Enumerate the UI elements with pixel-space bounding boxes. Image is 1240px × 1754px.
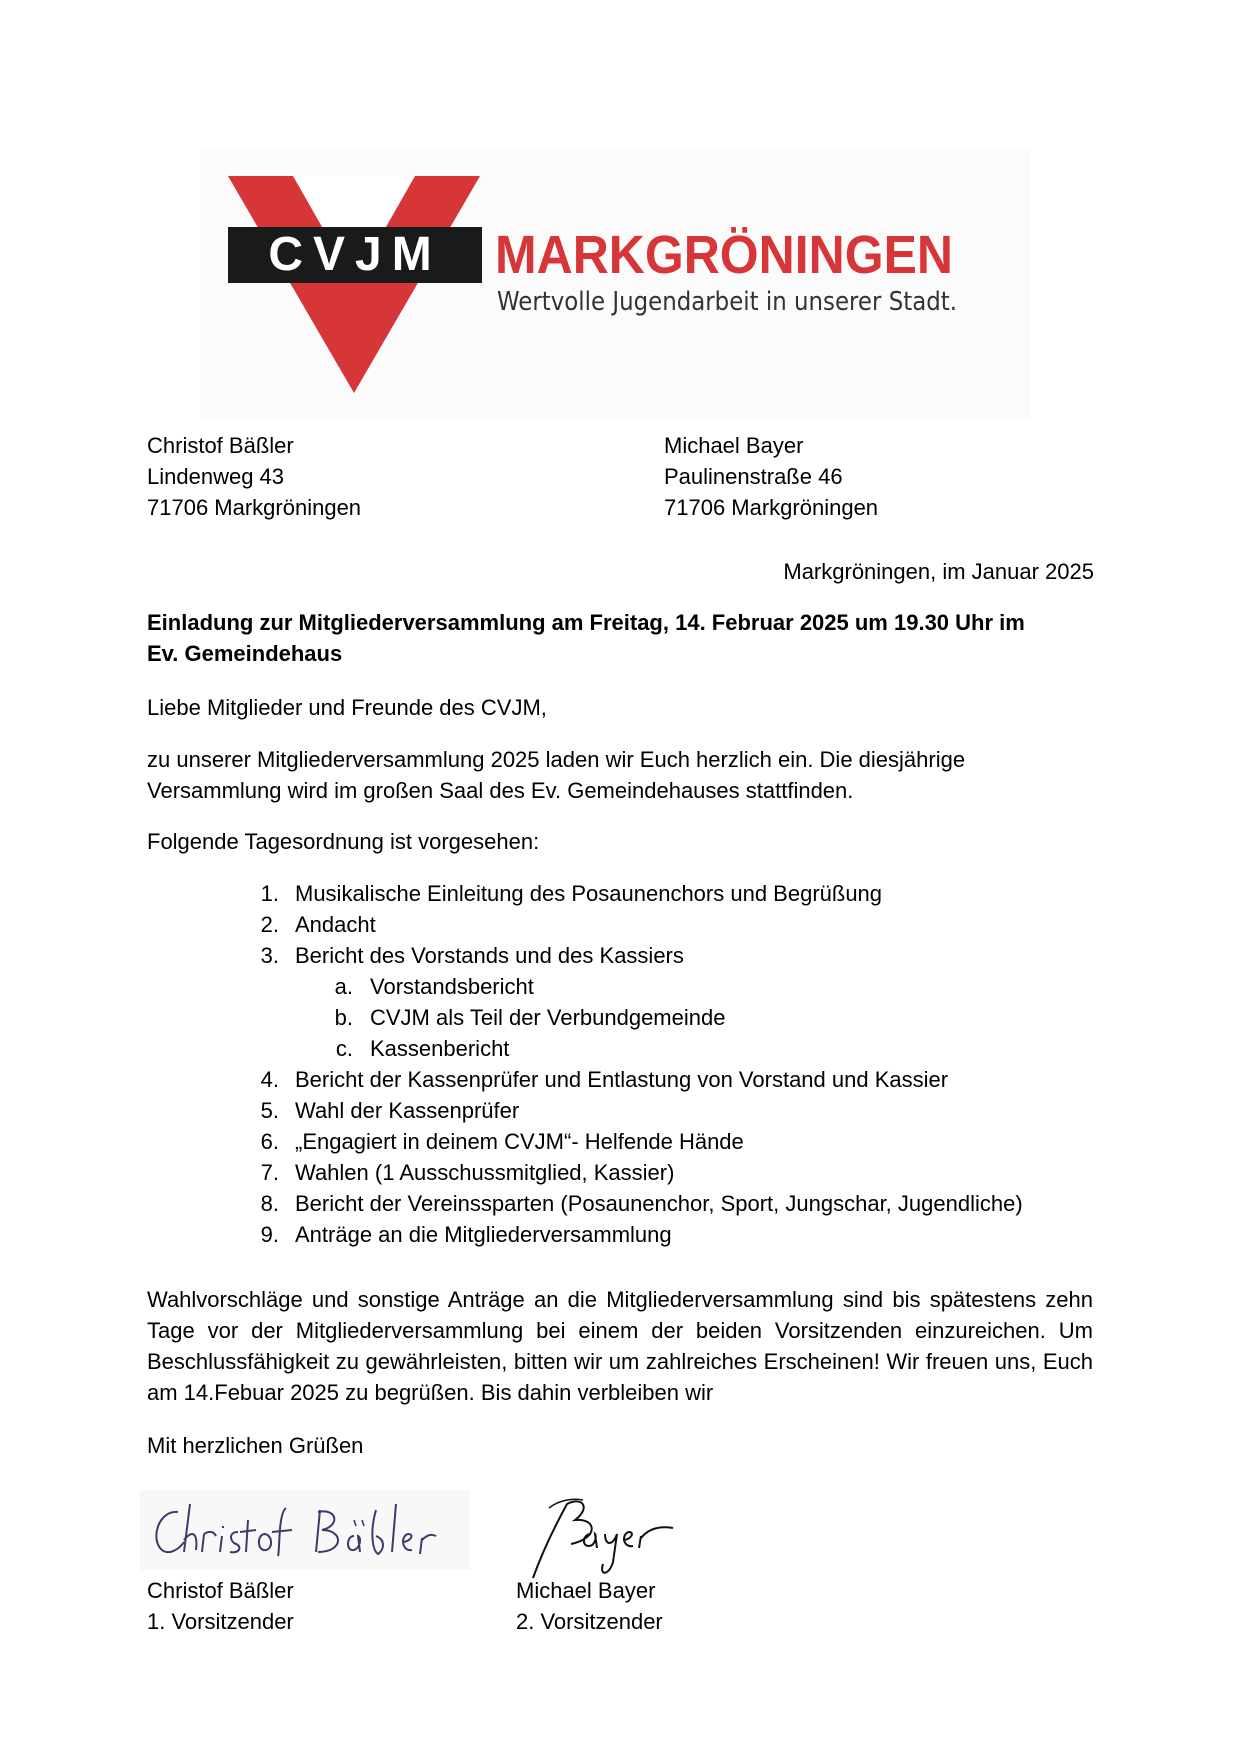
agenda-subitem-letter: b. (334, 1005, 353, 1030)
agenda-subitem-label: CVJM als Teil der Verbundgemeinde (370, 1005, 726, 1030)
sender-right-city: 71706 Markgröningen (664, 495, 879, 520)
agenda-item (255, 1064, 1105, 1095)
agenda-item-number: 9. (260, 1222, 279, 1247)
sender-left-name: Christof Bäßler (147, 433, 294, 458)
agenda-item (255, 1126, 1105, 1157)
closing-paragraph (147, 1284, 1093, 1408)
letter-subject (147, 607, 1107, 669)
agenda-subitem-label: Vorstandsbericht (370, 974, 534, 999)
agenda-list (255, 878, 1105, 1250)
agenda-subitem (255, 1002, 1105, 1033)
sender-left-street: Lindenweg 43 (147, 464, 285, 489)
salutation: Liebe Mitglieder und Freunde des CVJM, (147, 695, 547, 720)
agenda-item-label: Bericht der Vereinssparten (Posaunenchor, Sport, Jungschar, Jugendliche) (295, 1191, 1023, 1216)
intro-paragraph (147, 744, 1097, 806)
sender-right-street: Paulinenstraße 46 (664, 464, 843, 489)
agenda-item-label: Andacht (295, 912, 376, 937)
agenda-item-label: Wahlen (1 Ausschussmitglied, Kassier) (295, 1160, 675, 1185)
agenda-item-label: Musikalische Einleitung des Posaunenchors und Begrüßung (295, 881, 883, 906)
agenda-item-number: 7. (260, 1160, 279, 1185)
subject-line-2: Ev. Gemeindehaus (147, 641, 343, 666)
signatory-left (147, 1575, 294, 1637)
signatory-right (516, 1575, 663, 1637)
cvjm-logo-graphic (200, 150, 1030, 420)
agenda-item-label: Wahl der Kassenprüfer (295, 1098, 520, 1123)
logo-word: CVJM (268, 228, 442, 281)
agenda-item-number: 4. (260, 1067, 279, 1092)
agenda-item (255, 909, 1105, 940)
signatory-left-name: Christof Bäßler (147, 1578, 294, 1603)
agenda-item (255, 1157, 1105, 1188)
greeting: Mit herzlichen Grüßen (147, 1433, 364, 1458)
agenda-item-label: „Engagiert in deinem CVJM“- Helfende Hände (295, 1129, 744, 1154)
org-tagline: Wertvolle Jugendarbeit in unserer Stadt. (497, 287, 957, 317)
agenda-item-number: 1. (260, 881, 279, 906)
handwritten-signature-christof (140, 1490, 470, 1570)
sender-right-name: Michael Bayer (664, 433, 804, 458)
org-name: MARKGRÖNINGEN (495, 225, 953, 285)
agenda-item-label: Anträge an die Mitgliederversammlung (295, 1222, 672, 1247)
sender-left-city: 71706 Markgröningen (147, 495, 362, 520)
agenda-item (255, 1095, 1105, 1126)
letter-date: Markgröningen, im Januar 2025 (783, 559, 1094, 584)
sender-address-right (664, 430, 878, 523)
agenda-item-label: Bericht des Vorstands und des Kassiers (295, 943, 684, 968)
signatory-right-name: Michael Bayer (516, 1578, 656, 1603)
agenda-item (255, 878, 1105, 909)
agenda-subitem (255, 1033, 1105, 1064)
agenda-intro: Folgende Tagesordnung ist vorgesehen: (147, 829, 540, 854)
agenda-item-label: Bericht der Kassenprüfer und Entlastung von Vorstand und Kassier (295, 1067, 949, 1092)
subject-line-1: Einladung zur Mitgliederversammlung am Freitag, 14. Februar 2025 um 19.30 Uhr im (147, 610, 1025, 635)
agenda-subitem-letter: c. (335, 1036, 353, 1061)
agenda-subitem-letter: a. (334, 974, 353, 999)
sender-address-left (147, 430, 361, 523)
closing-text: Wahlvorschläge und sonstige Anträge an die Mitgliederversammlung sind bis spätestens zehn Tage vor der Mitgliederversammlung bei einem der beiden Vorsitzenden einzureichen. Um Beschlussfähigkeit zu gewährleisten, bitten wir um zahlreiches Erscheinen! Wir freuen uns, Euch am 14.Febuar 2025 zu begrüßen. Bis dahin verbleiben wir (147, 1287, 1093, 1405)
signatory-left-role: 1. Vorsitzender (147, 1609, 294, 1634)
agenda-item (255, 940, 1105, 971)
signature-left (140, 1490, 470, 1570)
agenda-subitem-label: Kassenbericht (370, 1036, 510, 1061)
agenda-item (255, 1219, 1105, 1250)
agenda-subitem (255, 971, 1105, 1002)
agenda-item-number: 6. (260, 1129, 279, 1154)
agenda-item (255, 1188, 1105, 1219)
agenda-item-number: 2. (260, 912, 279, 937)
agenda-item-number: 3. (260, 943, 279, 968)
agenda-item-number: 5. (260, 1098, 279, 1123)
cvjm-logo (200, 150, 1030, 420)
agenda-item-number: 8. (260, 1191, 279, 1216)
intro-line-2: Versammlung wird im großen Saal des Ev. Gemeindehauses stattfinden. (147, 778, 854, 803)
signatory-right-role: 2. Vorsitzender (516, 1609, 663, 1634)
intro-line-1: zu unserer Mitgliederversammlung 2025 laden wir Euch herzlich ein. Die diesjährige (147, 747, 966, 772)
